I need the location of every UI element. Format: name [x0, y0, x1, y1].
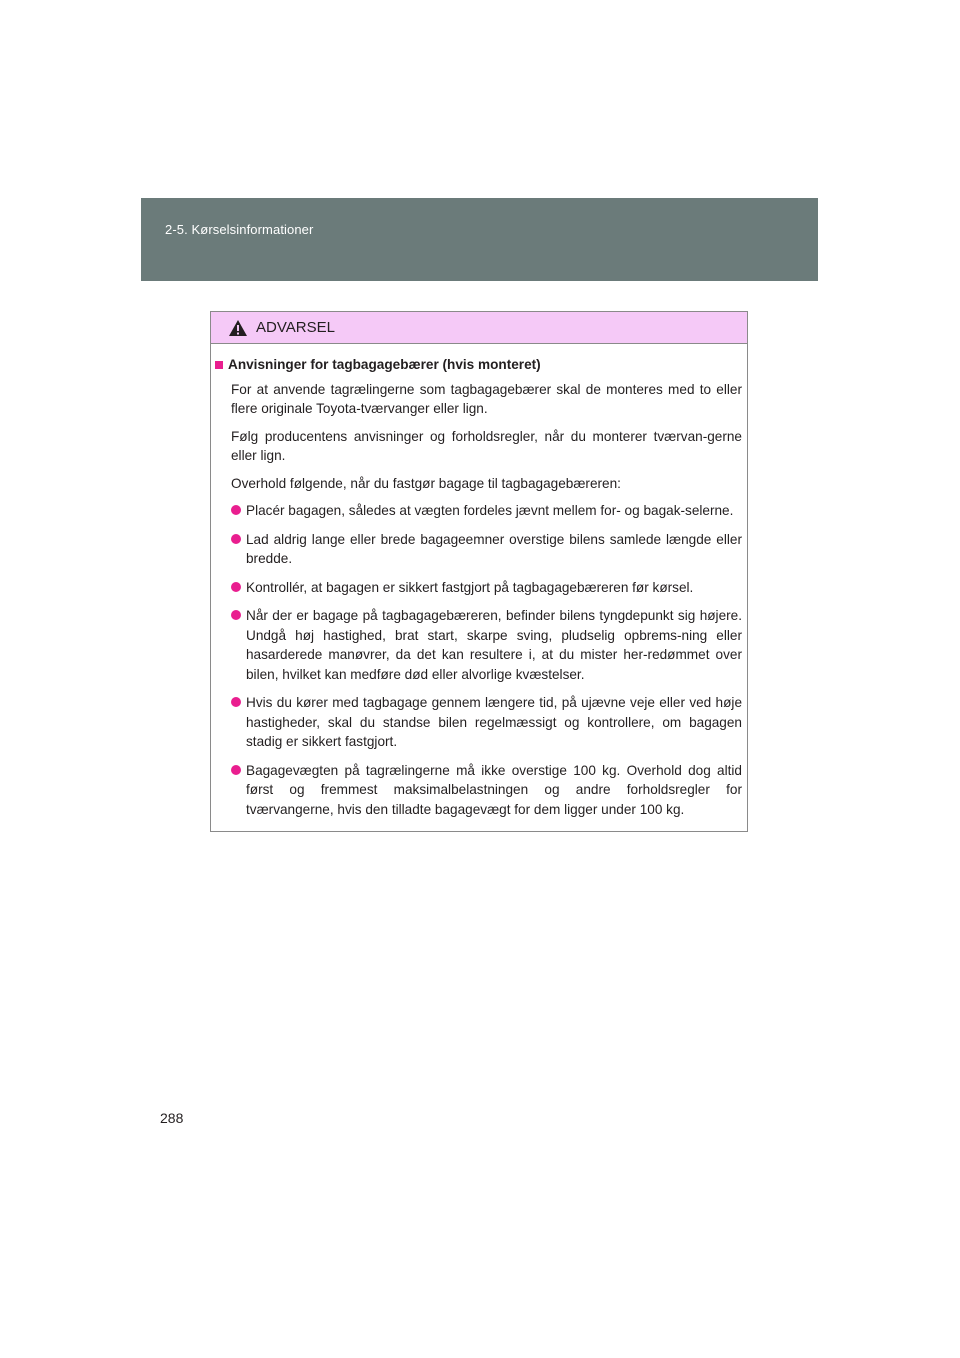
bullet-item [231, 501, 742, 521]
paragraph: For at anvende tagrælingerne som tagbagagebærer skal de monteres med to eller flere originale Toyota-tværvanger eller lign. [231, 381, 742, 416]
square-bullet-icon [215, 361, 223, 369]
bullet-item [231, 761, 742, 820]
bullet-text: Hvis du kører med tagbagage gennem længere tid, på ujævne veje eller ved høje hastigheder, skal du standse bilen regelmæssigt og kontrollere, om bagagen stadig er sikkert fastgjort. [246, 695, 742, 749]
warning-header [211, 312, 747, 344]
warning-subheading [215, 355, 742, 375]
bullet-dot-icon [231, 697, 241, 707]
page-number: 288 [160, 1110, 184, 1126]
bullet-text: Placér bagagen, således at vægten fordeles jævnt mellem for- og bagak-selerne. [246, 503, 734, 518]
bullet-dot-icon [231, 765, 241, 775]
bullet-dot-icon [231, 534, 241, 544]
section-header-band [141, 198, 818, 281]
bullet-item [231, 578, 742, 598]
bullet-dot-icon [231, 582, 241, 592]
bullet-item [231, 693, 742, 752]
bullet-item [231, 606, 742, 684]
bullet-dot-icon [231, 505, 241, 515]
subheading-text: Anvisninger for tagbagagebærer (hvis monteret) [228, 357, 541, 372]
bullet-text: Når der er bagage på tagbagagebæreren, befinder bilens tyngdepunkt sig højere. Undgå høj hastighed, brat start, skarpe sving, pludselig opbrems-ning eller hasarderede manøvrer, da det kan resultere i, at du mister her-redømmet over bilen, hvilket kan medføre død eller alvorlige kvæstelser. [246, 608, 742, 682]
paragraph: Overhold følgende, når du fastgør bagage til tagbagagebæreren: [231, 475, 621, 491]
paragraph: Følg producentens anvisninger og forholdsregler, når du monterer tværvan-gerne eller lign. [231, 428, 742, 463]
warning-title: ADVARSEL [256, 319, 335, 336]
bullet-dot-icon [231, 610, 241, 620]
bullet-text: Lad aldrig lange eller brede bagageemner overstige bilens samlede længde eller bredde. [246, 531, 742, 566]
warning-body [211, 344, 747, 819]
bullet-text: Kontrollér, at bagagen er sikkert fastgjort på tagbagagebæreren før kørsel. [246, 579, 694, 595]
bullet-item [231, 530, 742, 569]
bullet-text: Bagagevægten på tagrælingerne må ikke overstige 100 kg. Overhold dog altid først og fremmest maksimalbelastningen og andre forholdsregler for tværvangerne, hvis den tilladte bagagevægt for dem ligger under 100 kg. [246, 762, 742, 817]
warning-box [210, 311, 748, 832]
section-title: 2-5. Kørselsinformationer [165, 222, 314, 237]
warning-triangle-icon [228, 319, 248, 337]
